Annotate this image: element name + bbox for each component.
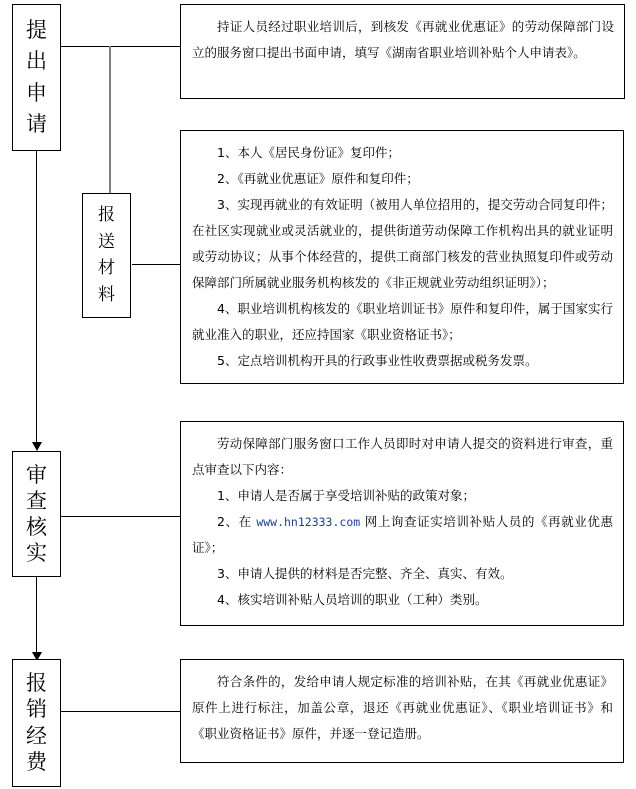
stage-char: 出 — [26, 49, 47, 74]
material-item: 3、实现再就业的有效证明（被用人单位招用的，提交劳动合同复印件；在社区实现就业或灵活就业的，提供街道劳动保障工作机构出具的就业证明或劳动协议；从事个体经营的，提供工商部门核发的营业执照复印件或劳动保障部门所属就业服务机构核发的《非正规就业劳动组织证明》）； — [192, 197, 613, 290]
review-item-prefix: 2、在 — [217, 514, 257, 529]
stage-char: 销 — [26, 697, 47, 722]
submit-char: 送 — [98, 231, 115, 252]
material-item: 4、职业培训机构核发的《职业培训证书》原件和复印件，属于国家实行就业准入的职业，还应持国家《职业资格证书》； — [192, 301, 613, 342]
stage-review — [12, 451, 61, 577]
stage-apply — [12, 4, 61, 151]
stage-char: 请 — [26, 111, 47, 136]
stage-char: 经 — [26, 723, 47, 748]
review-item: 1、申请人是否属于享受培训补贴的政策对象； — [217, 488, 475, 503]
review-item — [192, 509, 613, 561]
website-link[interactable]: www.hn12333.com — [256, 515, 361, 529]
reimburse-paragraph: 符合条件的，发给申请人规定标准的培训补贴，在其《再就业优惠证》原件上进行标注，加盖公章，退还《再就业优惠证》、《职业培训证书》和《职业资格证书》原件，并逐一登记造册。 — [192, 674, 613, 741]
connector-reimburse — [60, 711, 180, 712]
stage-char: 申 — [26, 80, 47, 105]
connector-apply — [60, 46, 180, 47]
arrow-down-icon — [32, 442, 42, 451]
apply-description-box — [180, 4, 625, 99]
stage-char: 实 — [26, 540, 47, 565]
main-flow-line-1 — [36, 151, 37, 443]
stage-char: 提 — [26, 18, 47, 43]
submit-char: 材 — [98, 258, 115, 279]
stage-char: 查 — [26, 488, 47, 513]
connector-review — [60, 516, 180, 517]
stage-reimburse — [12, 659, 61, 787]
submit-char: 料 — [98, 285, 115, 306]
review-item: 3、申请人提供的材料是否完整、齐全、真实、有效。 — [217, 566, 513, 581]
submit-materials-box — [82, 193, 131, 318]
connector-materials — [132, 264, 180, 265]
stage-char: 报 — [26, 670, 47, 695]
apply-paragraph: 持证人员经过职业培训后，到核发《再就业优惠证》的劳动保障部门设立的服务窗口提出书面申请，填写《湖南省职业培训补贴个人申请表》。 — [192, 19, 614, 60]
stage-char: 核 — [26, 514, 47, 539]
review-description-box — [180, 421, 624, 626]
review-intro: 劳动保障部门服务窗口工作人员即时对申请人提交的资料进行审查，重点审查以下内容： — [192, 436, 613, 477]
material-item: 1、本人《居民身份证》复印件； — [217, 145, 400, 160]
material-item: 5、定点培训机构开具的行政事业性收费票据或税务发票。 — [217, 353, 538, 368]
stage-char: 审 — [26, 462, 47, 487]
main-flow-line-2 — [36, 577, 37, 655]
stage-char: 费 — [26, 750, 47, 775]
materials-list-box — [180, 130, 624, 384]
connector-branch-materials — [109, 46, 111, 193]
material-item: 2、《再就业优惠证》原件和复印件； — [217, 171, 419, 186]
review-item-suffix: 网上询查证实培训补贴人员的《再就业优惠证》； — [192, 514, 613, 555]
review-item: 4、核实培训补贴人员培训的职业（工种）类别。 — [217, 592, 488, 607]
reimburse-description-box — [180, 659, 624, 763]
submit-char: 报 — [98, 204, 115, 225]
